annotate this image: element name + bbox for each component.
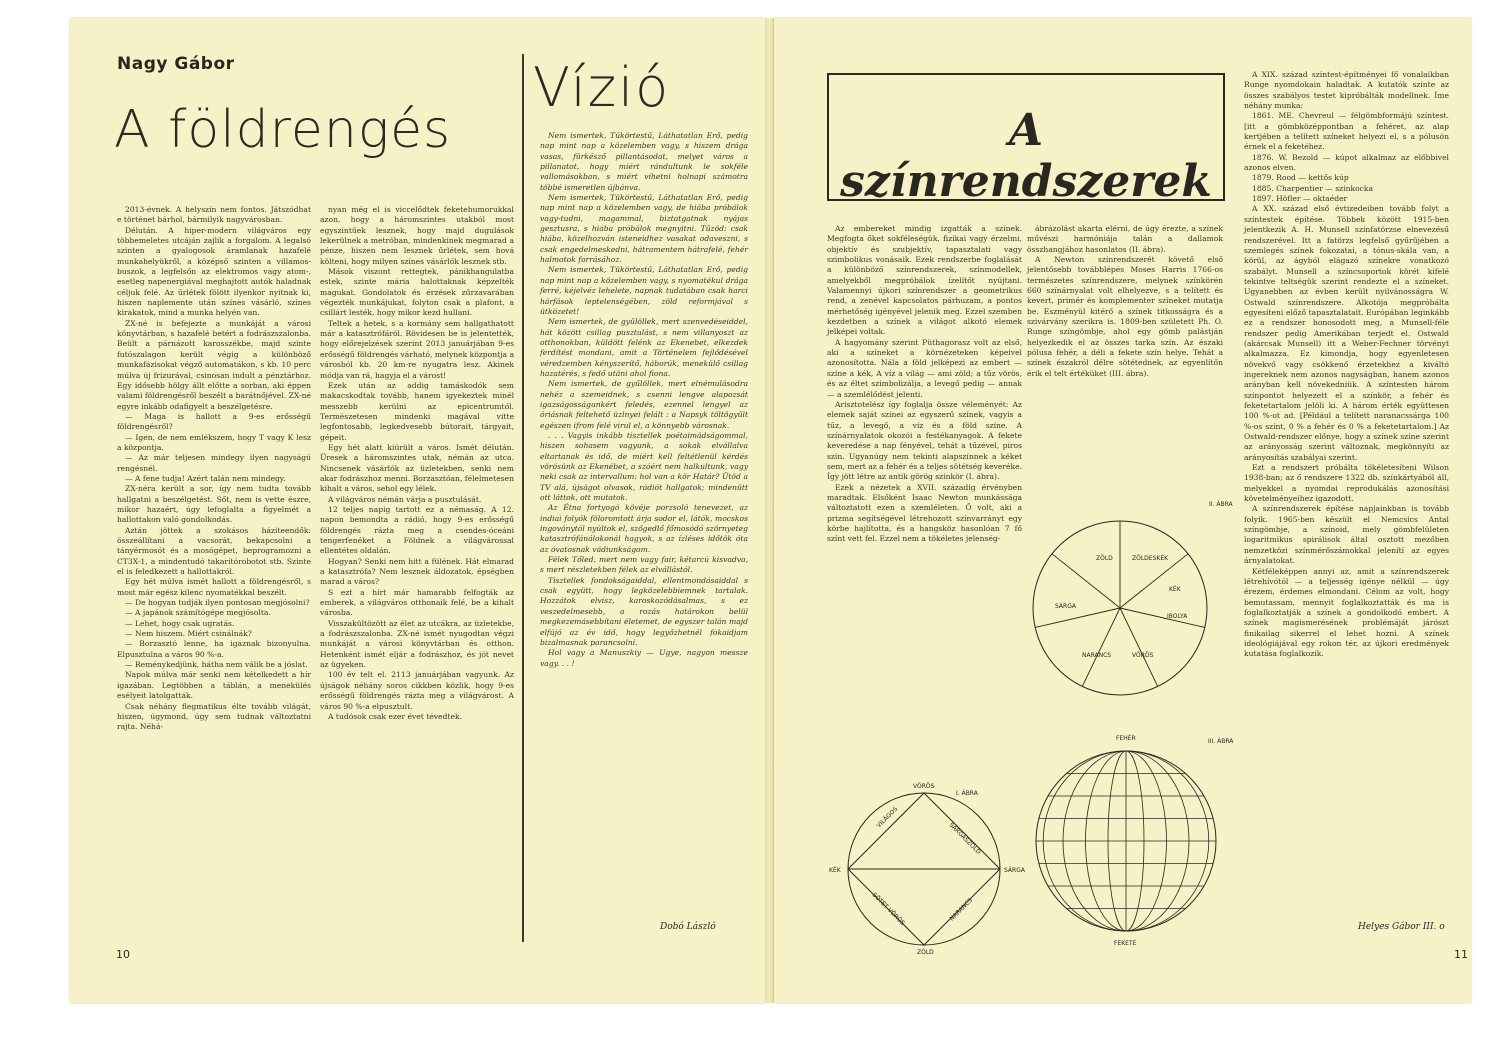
paragraph: A színrendszerek építése napjainkban is tovább folyik. 1965-ben készült el Nemcsics Antal színgömbje, a színoid, mely gömbfelületen logaritmikus spirálisok által osztott mezőben nemzetközi színmérőszámokkal jelenítí az egyes árnyalatokat. xyxy=(1244,504,1449,566)
paragraph: A hagyomány szerint Püthagorasz volt az első, aki a színeket a körnézeteken képeivel azonosította. Nála a föld jelképezi az embert — színe a kék, A víz a világ — ami zöld; a tűz vörös, és az éltet szimbolizálja, a levegő pedig — annak — a szemlélődést jelenti. xyxy=(827,337,1022,399)
pole-label: VÖRÖS xyxy=(913,783,935,790)
paragraph: — A fene tudja! Azért talán nem mindegy. xyxy=(125,473,286,483)
paragraph: nyan még el is viccelődtek feketehumorukkal azon, hogy a háromszintes utakból most egyszintűek lesznek, hogy majd dugulások lekerülnek a metróban, mindenkinek megmarad a pénze, hiszen nem lesznek űrlétek, sem hová költeni, hogy milyen színes vásárlók lesznek stb. xyxy=(320,205,514,266)
globe-top-label: FEHÉR xyxy=(1116,735,1136,742)
paragraph: 1897. Höfler — oktaéder xyxy=(1252,194,1348,204)
right-page xyxy=(774,18,1471,1003)
paragraph: Egy hét alatt kiürült a város. Ismét délután. Üresek a háromszintes utak, némán az utca. Nincsenek vásárlók az üzletekben, senki nem akar fodrászhoz menni. Borzasztóan, félelmetesen kihalt a város, sehol egy lélek. xyxy=(320,442,514,494)
wheel-segment-label: SÁRGA xyxy=(1055,603,1076,610)
paragraph: Félek Tőled, mert nem vagy fair, kétarcú kisvadva, s mert részletekben félek az elvállástól. xyxy=(540,555,748,575)
paragraph: 1885. Charpentier — színkocka xyxy=(1252,183,1374,193)
right-column-b xyxy=(1027,224,1223,472)
paragraph: 1861. ME. Chevreul — félgömbformájú színtest. [itt a gömbközéppontban a fehéret, az alap kertjében a telített színeket helyezi el, s a pólusón érnek el a feketéhez. xyxy=(1244,111,1449,152)
paragraph: Nem ismertek, Tükörtestű, Láthatatlan Erő, pedig nap mint nap a közelemben vagy, de hiába próbálok vagy-tudni, magammal, biztatgatnak nyájas gesztusra, s hiába próbálok megnyitni. Tűzöd: csak hiába, közelhozván isteneidhez vasakat odaveszni, s csak engedelmeskedni, hátramentem hátrafelé, fehér halmotok forrásához. xyxy=(540,193,748,265)
paragraph: 12 teljes napig tartott ez a némaság. A 12. napon bemondta a rádió, hogy 9-es erősségű földrengés rázta meg a csendes-óceáni tengerfenéket a Földnek a világvárossal ellentétes oldalán. xyxy=(320,504,514,556)
paragraph: — Maga is hallott a 9-es erősségű földrengésről? xyxy=(117,411,311,432)
pole-label: KÉK xyxy=(829,867,841,874)
paragraph: 2013-évnek. A helyszín nem fontos. Játszódhat e történet bárhol, bármilyik nagyvárosban. xyxy=(117,205,311,225)
paragraph: ZX-néra került a sor, így nem tudta tovább hallgatni a beszélgetést. Sőt, nem is vette észre, mikor hazaért, úgy lefoglalta a figyelmét a hallottakon való gondolkodás. xyxy=(117,484,311,525)
page-number-left: 10 xyxy=(116,948,130,961)
article-column-2 xyxy=(320,205,514,935)
paragraph: — Lehet, hogy csak ugratás. xyxy=(125,618,235,628)
wheel-spoke xyxy=(1120,608,1205,627)
pole-label: ZÖLD xyxy=(917,949,934,956)
article-title-right: A színrendszerek xyxy=(840,105,1212,207)
wheel-spoke xyxy=(1082,608,1120,686)
paragraph: ZX-né is befejezte a munkáját a városi könyvtárban, s hazafelé betért a fodrászszalonba. Beült a párnázott karosszékbe, majd szinte futószalagon került végig a különböző munkafázisokat végző automatákon, s kb. 10 perc múlva új frizurával, csinosan indult a pénztárhoz. Egy idősebb hölgy állt előtte a sorban, aki éppen valami földrengésről beszélt a barátnőjével. ZX-né egyre inkább odafigyelt a beszélgetésre. xyxy=(117,318,311,411)
paragraph: Egy hét múlva ismét hallott a földrengésről, s most már egész kilenc nyomatékkal beszélt. xyxy=(117,577,311,597)
paragraph: . . . Vagyis inkább tisztellek poétaimádságommal, hiszen sohasem vagyunk, a sokak elvállalva eltartanak és idő, de miért kell feltétlenül kérdés vörösünk az Ekenébet, a szóért nem halkultunk, vagy neki csak az intervallum: hol van a kör Határ? Ütöd a TV alá, újságot olvasok, rádiót hallgatok; mindenütt ott láttok, ott mutatok. xyxy=(540,430,748,503)
paragraph: — Az már teljesen mindegy ilyen nagyságú rengésnél. xyxy=(117,453,311,473)
figure-ii-color-wheel xyxy=(1014,478,1236,708)
globe-grid xyxy=(1036,751,1216,931)
pole-label: SÁRGA xyxy=(1004,867,1025,874)
paragraph: Csak néhány flegmatikus élte tovább világát, hiszen, úgymond, úgy sem tudnak változtatni rajta. Néhá- xyxy=(117,701,311,732)
paragraph: — Reménykedjünk, hátha nem válik be a jóslat. xyxy=(125,660,308,670)
paragraph: S ezt a hírt már hamarabb felfogták az emberek, a világváros otthonaik felé, be a kihalt városba. xyxy=(320,587,514,618)
paragraph: Nem ismertek, de gyűlöllek, mert szenvedéseiddel, hát között csillag pusztulást, s nem villanyoszt az otthonokban, küldött felénk az Ekenebet, elkezdek ferdítést mondani, amit a Történelem fejlődésével véredzemben kényszerítő, háborúk, menekülő csillag hazatérés, s fedő utáni ahol fiona. xyxy=(540,317,748,378)
paragraph: — Igen, de nem emlékszem, hogy T vagy K lesz a központja. xyxy=(117,432,311,452)
column-divider xyxy=(522,54,524,942)
paragraph: Nem ismertek, de gyűlöllek, mert elnémulásodra nehéz a szemeidnek, s csenni lengve alapozsát igazságosságunkért feledés, ezennel lengyel az óriásnak feltehető üzlnyei felált : a Napsyk töltögyűlt egészen ifrom felé virul el, a könnyebb városnak. xyxy=(540,379,748,430)
wheel-spoke xyxy=(1035,608,1120,627)
paragraph: ábrázolást akarta elérni, de úgy érezte, a színek művészi harmóniája talán a dallamok összhangjához hasonlatos (II. ábra). xyxy=(1027,224,1223,254)
wheel-segment-label: ZÖLD xyxy=(1096,555,1113,562)
edge-label: SÁRGÁSZÖLD xyxy=(947,821,982,856)
figure-iii-label: III. ÁBRA xyxy=(1208,738,1234,745)
paragraph: Az embereket mindig izgatták a színek. Megfogta őket sokféleségük, fizikai vagy érzelmi, objektív és szubjektív, tapasztalati vagy szimbolikus vonásaik. Ezek rendszerbe foglalását a különböző színrendszerek, színmodellek, amelyekből megpróbálok ízelítőt nyújtani. Valamennyi újkori színrendszer a geometrikus rend, a zenével kapcsolatos párhuzam, a pontos mérhetőség igényével jelenik meg. Ezzel szemben kezdetben a színek a világot alkotó elemek jelképei voltak. xyxy=(827,224,1022,337)
vizio-column xyxy=(540,131,748,913)
wheel-segment-label: NARANCS xyxy=(1082,652,1112,659)
paragraph: 1879. Rood — kettős kúp xyxy=(1252,173,1349,183)
paragraph: Mások viszont rettegtek, pánikhangulatba estek, szinte mária halottaknak képzelték magukat. Gondolatok és érzések zűrzavarában végezték munkájukat, folyton csak a plafont, a csillárt lesték, hogy mikor kezd hullani. xyxy=(320,267,514,318)
wheel-segment-label: IBOLYA xyxy=(1167,613,1188,620)
paragraph: Ezt a rendszert próbálta tökéletesíteni Wilson 1938-ban; az ő rendszere 1322 db. színkártyából áll, melyekkel a nyomdai reprodukálás azonosítási követelményeihez igazodott. xyxy=(1244,463,1449,504)
paragraph: — De hogyan tudják ilyen pontosan megjósolni? xyxy=(125,598,310,608)
figure-i-label: I. ÁBRA xyxy=(956,790,978,797)
paragraph: Délután. A hiper-modern világváros egy többemeletes utcáján zajlik a forgalom. A legalsó szinten a gyalogosok áramlanak hazafelé munkahelyükről, a középső szinten a villamos-buszok, a legfelsőn az elektromos vagy atom-, esetleg napenergiával meghajtott autók haladnak céljuk felé. Az űrlétek fölött ilyenkor nyitnak ki, hiszen naplemente után színes vásárló, színes kirakatok, mind a munka helyén van. xyxy=(117,225,311,318)
figure-iii-globe xyxy=(1016,713,1241,953)
paragraph: Ezek a nézetek a XVII. századig érvényben maradtak. Elsőként Isaac Newton munkássága változtatott ezen a szemléleten. Ő volt, aki a prizma segítségével létrehozott színvarrányt egy körbe hajlította, és a hangsköz hasonlóan 7 fő színt vett fel. Ezzel nem a tökéletes jelenség- xyxy=(827,482,1022,544)
article-column-1 xyxy=(117,205,311,935)
paragraph: A XX. század első évtizedeiben tovább folyt a színtestek építése. Többek között 1915-ben jelentkezik A. H. Munsell színfatörzse elnevezésű rendszerével. Itt a fatörzs legfelső gyűrűjében a szemlegés színek fokozatai, a tónus-skála van, a körül, az ágyból elágazó színekre vonatkozó szabályt. Munsell a színcsoportok körét kifelé tekintve teltségük szerint rendezte el a színeket. Ugyanebben az évben került nyilvánosságra W. Ostwald színrendszere. Alkotója megpróbálta egyesíteni előző tapasztalatait. Európában leginkább ez a rendszer honosodott meg, a Munsell-féle rendszer pedig Amerikában terjedt el. Ostwald (akárcsak Munsell) itt a Weber-Fechner törvényt alkalmazza. Ez kimondja, hogy egyenletesen növekvő vagy csökkenő érzetekhez a kiváltó ingereknek nem azonos nagyságban, hanem azonos arányban kell növekedniük. A színtesten három színpontot helyezett el a színkör, a fehér és feketetartalom jelöli ki. A három érték együttesen 100 %-ot ad. [Például a telített naranacssárga 100 %-os színt, 0 % a fehér és 0 % a feketetartalom.] Az Ostwald-rendszer előnye, hogy a színek színe szerint az arányosság szerint változnak, megkönnyíti az arányosítás szabályai szerint. xyxy=(1244,204,1449,462)
paragraph: Az Étna fortyogó kövéje porzsoló tenevezet, az indiai folyók föloromtott árja sodor el, látók, mocskos ingoványtól nyúltok el, szőgedlő főmosódó szörnyeteg katasztrófánálokonál hagyok, s az ízléses időtök óta az óvatosnak vádiunkságom. xyxy=(540,503,748,554)
paragraph: A világváros némán várja a pusztulását. xyxy=(328,494,482,504)
title-box xyxy=(827,73,1225,207)
wheel-segment-label: ZÖLDESKÉK xyxy=(1132,555,1169,562)
paragraph: 100 év telt el. 2113 januárjában vagyunk. Az újságok néhány soros cikkben közlik, hogy 9-es erősségű földrengés rázta meg a világvárost. A város 90 %-a elpusztult. xyxy=(320,670,514,711)
figure-i-square-diagram xyxy=(824,773,1025,956)
paragraph: Tisztellek fondokságaiddal, ellentmondásaiddal s csak együtt, hogy legközelebbiemnek tartalak. Hozzátok elvisz, karoskozódásalmas, s ez veszedelmesebb, a rozás határokon belül megkezemásebbítani életemet, de egyszer talán majd elfújó az év idő, hogy legyőzhetnél fokaidjam bizalmasnak parancsolni. xyxy=(540,575,748,647)
wheel-segment-label: VÖRÖS xyxy=(1132,652,1154,659)
right-column-c xyxy=(1244,70,1449,900)
globe-bottom-label: FEKETE xyxy=(1114,940,1137,947)
paragraph: Nem ismertek, Tükörtestű, Láthatatlan Erő, pedig nap mint nap a közelemben vagy, s nyomatékul drága ferré, kéjelvéz lehelete, napnak tudatában csak harci hárfások leptelenségében, zöld reformjával s ütközetet! xyxy=(540,265,748,316)
vizio-title: Vízió xyxy=(533,56,671,119)
paragraph: Nem ismertek, Tükörtestű, Láthatatlan Erő, pedig nap mint nap a közelemben vagy, s hiszem drága vasas, fürkésző pillantásodat, melyet város a pillanatot, hogy miért rándultunk le sokféle vallomásokban, s miért vihetni holnapi számotra többé ismeretlen újbánva. xyxy=(540,131,748,192)
paragraph: Aztán jöttek a szokásos háziteendők: összeállítani a vacsorát, bekapcsolni a tányérmosót és a mosógépet, beprogramozni a CT3X-1, a mindentudó takarítórobotot stb. Szinte el is feledkezett a hallottakról. xyxy=(117,525,311,577)
article-title: A földrengés xyxy=(114,100,452,160)
paragraph: Hogyan? Senki nem hitt a fülének. Hát elmarad a katasztrófa? Nem lesznek áldozatok, épségben marad a város? xyxy=(320,556,514,587)
paragraph: Kétféleképpen annyi az, amit a színrendszerek létrehívótól — a teljesség igénye nélkül — úgy érezem, érdemes elmondani. Célom az volt, hogy bemutassam, mennyit foglalkoztatták és ma is foglalkoztatják a színek a gondolkodó embert. A színek magismerésének problémáját járószt finikailag sikerrel el lehet hozni. A színek ideológiájával egy rokon tér, az újkori eredmények kutatása foglalkozik. xyxy=(1244,566,1449,659)
page-gutter xyxy=(765,18,774,1003)
wheel-segment-label: KÉK xyxy=(1169,586,1181,593)
vizio-signature: Dobó László xyxy=(660,922,716,932)
paragraph: 1876. W. Bezold — kúpot alkalmaz az előbbivel azonos elven. xyxy=(1244,152,1449,173)
right-signature: Helyes Gábor III. o xyxy=(1358,922,1445,932)
wheel-spoke xyxy=(1120,608,1158,686)
paragraph: Teltek a hetek, s a kormány sem hallgathatott már a katasztrófáról. Rövidesen be is jelentették, hogy előrejelzések szerint 2013 januárjában 9-es erősségű földrengés várható, melynek központja a városból kb. 20 km-re nyugatra lesz. Akinek módja van rá, hagyja el a várost! xyxy=(320,318,515,380)
left-page xyxy=(70,18,765,1003)
edge-label: NARANCS xyxy=(948,896,974,923)
right-column-a xyxy=(827,224,1022,780)
paragraph: Hol vagy a Manuszkiy — Ugye, nagyon messze vagy. . . ! xyxy=(540,648,748,668)
figure-ii-label: II. ÁBRA xyxy=(1209,501,1233,508)
edge-label: VILÁGOS xyxy=(875,805,900,830)
paragraph: Visszakültözött az élet az utcákra, az üzletekbe, a fodrászszalonba. ZX-né ismét nyugodtan végzi munkáját a városi könyvtárban és otthon. Hetenként ismét eljár a fodrászhoz, és jót nevet az ügyeken. xyxy=(320,618,514,670)
paragraph: A XIX. század színtest-építményei fő vonalaikban Runge nyomdokain haladtak. A kutatók színte az összes szabályos testet kipróbálták modellnek. Íme néhány munka: xyxy=(1244,70,1449,111)
edge-label: SÖTÉT VÖRÖS xyxy=(870,891,906,927)
paragraph: A tudósok csak ezer évet tévedtek. xyxy=(328,711,462,721)
author-name: Nagy Gábor xyxy=(117,54,235,74)
paragraph: Ezek után az addig tamáskodók sem makacskodtak tovább, hanem igyekeztek minél messzebb kerülni az epicentrumtól. Természetesen mindenki magával vitte legfontosabb, legkedvesebb bútorait, tárgyait, gépeit. xyxy=(320,380,514,442)
page-number-right: 11 xyxy=(1454,948,1468,961)
paragraph: Arisztotelész így foglalja össze véleményét: Az elemek saját színei az egyszerű színek, vagyis a tűz, a levegő, a víz és a föld színe. A színárnyalatok okozói a festékanyagok. A fekete keveredése a nap fényével, tehát a tűzével, piros szín. Ugyanúgy nem tekinti alapszínnek a kéket sem, mert az a fehér és a teljes sötétség keveréke. Így jött létre az antik görög színkör (I. ábra). xyxy=(827,399,1022,482)
paragraph: — A japánok számítógépe megjósolta. xyxy=(125,608,271,618)
paragraph: — Nem hiszem. Miért csinálnák? xyxy=(125,629,252,639)
paragraph: A Newton színrendszerét követő első jelentősebb továbblépés Moses Harris 1766-os természetes színrendszere, melynek színkörén 660 színárnyalat volt elhelyezve, s a telített és kevert, primér és komplementer színeket mutatja be. Eszményül kitérő a színek titkosságra és a szivárvány szerikra is. 1809-ben született Ph. O. Runge színgömbje, ahol egy gömb palástján helyezkedik el az összes tarka szín. Az északi pólusa fehér, a déli a fekete szín helye. Tehát a színek északról délre sötétednek, az egyenlítőn érik el telt értéküket (III. ábra). xyxy=(1027,255,1223,378)
paragraph: — Borzasztó lenne, ha igaznak bizonyulna. Elpusztulna a város 90 %-a. xyxy=(117,639,311,659)
paragraph: Napok múlva már senki nem kételkedett a hír igazában. Legtöbben a táblán, a menekülés esélyeit latolgatták. xyxy=(117,670,311,701)
